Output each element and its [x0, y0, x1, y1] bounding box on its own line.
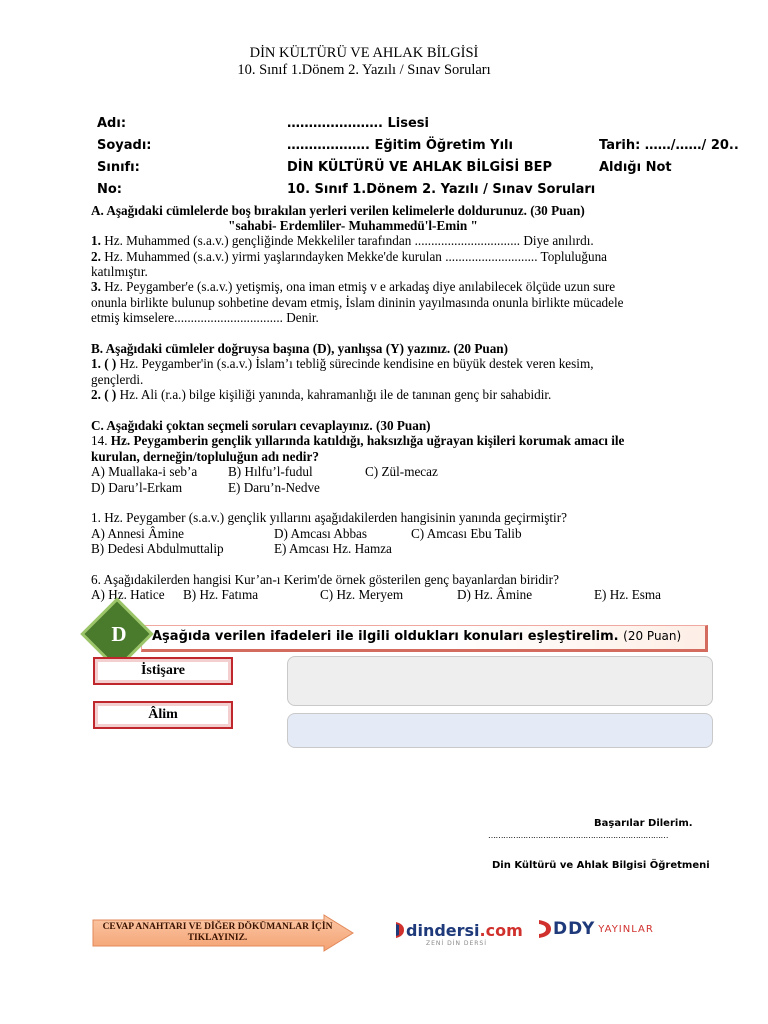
school-year-field: ………………. Eğitim Öğretim Yılı — [287, 137, 513, 153]
match-item-alim: Âlim — [93, 701, 233, 729]
grade-label: Aldığı Not — [599, 159, 672, 175]
option: A) Muallaka-i seb’a — [91, 464, 198, 479]
dindersi-logo[interactable]: dindersi.com ZENİ DİN DERSİ — [394, 920, 523, 947]
section-a-heading: A. Aşağıdaki cümlelerde boş bırakılan yerleri verilen kelimelerle doldurunuz. (30 Puan) — [91, 203, 585, 218]
teacher-title: Din Kültürü ve Ahlak Bilgisi Öğretmeni — [492, 860, 710, 871]
date-field: Tarih: ……/……/ 20.. — [599, 137, 739, 153]
dindersi-logo-icon — [394, 920, 406, 940]
exam-name: 10. Sınıf 1.Dönem 2. Yazılı / Sınav Soruları — [287, 181, 596, 197]
answer-box-1[interactable] — [287, 656, 713, 706]
section-c-heading: C. Aşağıdaki çoktan seçmeli soruları cevaplayınız. (30 Puan) — [91, 418, 431, 433]
section-d-badge: D — [111, 622, 127, 646]
option: B) Dedesi Abdulmuttalip — [91, 541, 224, 556]
school-field: …………………. Lisesi — [287, 115, 429, 131]
question-b1: 1. ( ) Hz. Peygamber'in (s.a.v.) İslam’ı tebliğ sürecinde kendisine en büyük destek veren kesim, — [91, 356, 594, 371]
option: C) Hz. Meryem — [320, 587, 404, 602]
section-d-heading: Aşağıda verilen ifadeleri ile ilgili oldukları konuları eşleştirelim. (20 Puan) — [152, 629, 682, 644]
option: D) Daru’l-Erkam — [91, 480, 183, 495]
ddy-logo-icon — [537, 918, 553, 940]
question-a1: 1. Hz. Muhammed (s.a.v.) gençliğinde Mekkeliler tarafından ................................ Diye anılırdı. — [91, 233, 594, 248]
section-b-heading: B. Aşağıdaki cümleler doğruysa başına (D), yanlışsa (Y) yazınız. (20 Puan) — [91, 341, 509, 356]
option: C) Zül-mecaz — [365, 464, 438, 479]
course-name: DİN KÜLTÜRÜ VE AHLAK BİLGİSİ BEP — [287, 159, 553, 175]
option: D) Hz. Âmine — [457, 587, 533, 602]
question-a3-cont: onunla birlikte bulunup sohbetine devam etmiş, İslam dininin yayılmasında onunla birlikte mücadele — [91, 295, 624, 310]
question-c1: 1. Hz. Peygamber (s.a.v.) gençlik yıllarını aşağıdakilerden hangisinin yanında geçirmiştir? — [91, 510, 567, 525]
question-c6: 6. Aşağıdakilerden hangisi Kur’an-ı Kerim'de örnek gösterilen genç bayanlardan biridir? — [91, 572, 559, 587]
surname-label: Soyadı: — [97, 137, 152, 153]
match-item-istisare: İstişare — [93, 657, 233, 685]
number-label: No: — [97, 181, 123, 197]
ddy-logo[interactable]: DDY YAYINLAR — [537, 918, 654, 940]
answer-box-2[interactable] — [287, 713, 713, 748]
good-luck-text: Başarılar Dilerim. — [594, 818, 693, 829]
question-b2: 2. ( ) Hz. Ali (r.a.) bilge kişiliği yanında, kahramanlığı ile de tanınan genç bir sahabidir. — [91, 387, 552, 402]
option: D) Amcası Abbas — [274, 526, 368, 541]
section-a-word-bank: "sahabi- Erdemliler- Muhammedü'l-Emin " — [228, 218, 478, 233]
name-label: Adı: — [97, 115, 127, 131]
empty-cell — [599, 178, 739, 200]
option: B) Hılfu’l-fudul — [228, 464, 313, 479]
option: B) Hz. Fatıma — [183, 587, 259, 602]
document-subtitle: 10. Sınıf 1.Dönem 2. Yazılı / Sınav Soruları — [237, 62, 491, 78]
document-title: DİN KÜLTÜRÜ VE AHLAK BİLGİSİ — [249, 45, 479, 61]
option: E) Hz. Esma — [594, 587, 662, 602]
question-b1-cont: gençlerdi. — [91, 372, 144, 387]
option: E) Daru’n-Nedve — [228, 480, 320, 495]
question-a3: 3. Hz. Peygamber'e (s.a.v.) yetişmiş, ona iman etmiş v e arkadaş diye anılabilecek ölçüde uzun sure — [91, 279, 616, 294]
answer-key-button-label[interactable]: CEVAP ANAHTARI VE DİĞER DÖKÜMANLAR İÇİN TIKLAYINIZ. — [102, 922, 333, 943]
option: A) Annesi Âmine — [91, 526, 185, 541]
option: E) Amcası Hz. Hamza — [274, 541, 392, 556]
class-label: Sınıfı: — [97, 159, 140, 175]
student-info-table — [97, 112, 739, 200]
option: C) Amcası Ebu Talib — [411, 526, 522, 541]
empty-cell — [599, 112, 739, 134]
question-a2: 2. Hz. Muhammed (s.a.v.) yirmi yaşlarındayken Mekke'de kurulan ............................ Topluluğuna — [91, 249, 608, 264]
question-c14: 14. Hz. Peygamberin gençlik yıllarında katıldığı, haksızlığa uğrayan kişileri korumak amacı ile — [91, 433, 625, 448]
question-a2-cont: katılmıştır. — [91, 264, 148, 279]
question-c14-cont: kurulan, derneğin/topluluğun adı nedir? — [91, 449, 319, 464]
question-a3-cont: etmiş kimselere................................. Denir. — [91, 310, 319, 325]
signature-line: ……………………………………………………………… — [488, 831, 668, 840]
option: A) Hz. Hatice — [91, 587, 165, 602]
